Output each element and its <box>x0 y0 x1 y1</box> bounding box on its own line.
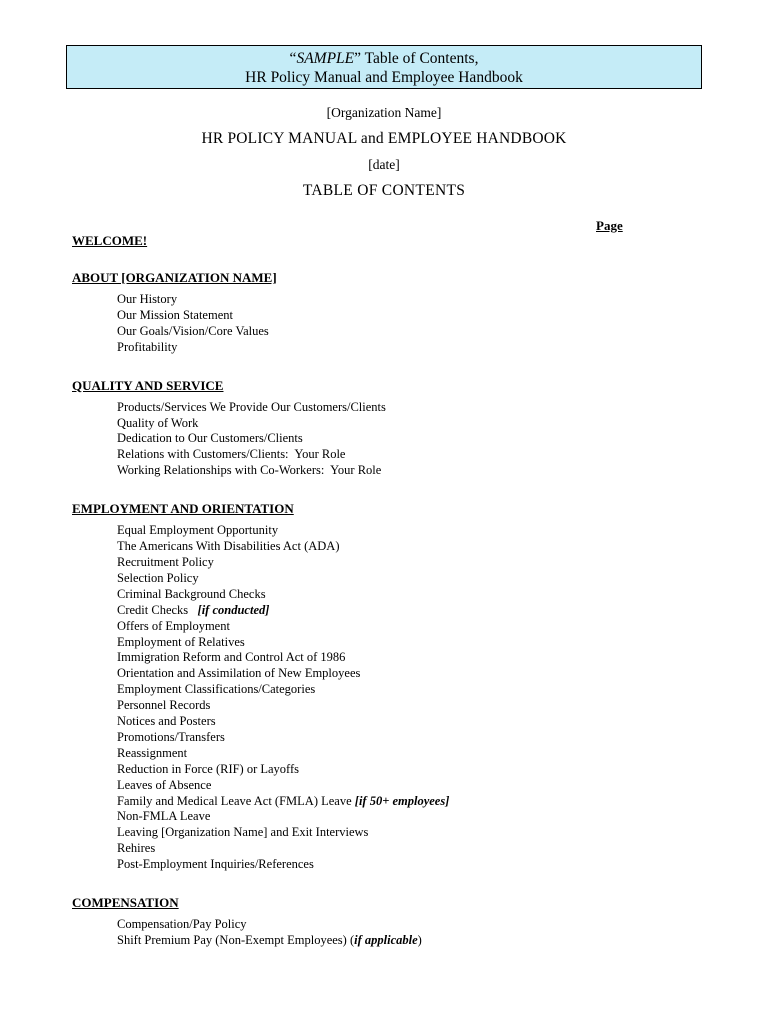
section-heading: WELCOME! <box>72 233 148 248</box>
toc-item-text: The Americans With Disabilities Act (ADA) <box>117 539 340 554</box>
toc-item <box>117 778 702 794</box>
document-date: [date] <box>368 157 400 172</box>
toc-item <box>117 523 702 539</box>
section-heading: EMPLOYMENT AND ORIENTATION <box>72 501 294 517</box>
toc-item <box>117 917 702 933</box>
toc-item <box>117 555 702 571</box>
toc-item <box>117 650 702 666</box>
organization-name: [Organization Name] <box>326 105 442 120</box>
toc-item-text: Our Goals/Vision/Core Values <box>117 323 269 338</box>
toc-item-text: Profitability <box>117 339 178 354</box>
toc-item-text: Rehires <box>117 841 156 856</box>
toc-item <box>117 431 702 447</box>
toc-item-text: Equal Employment Opportunity <box>117 523 279 538</box>
toc-item-text: Leaving [Organization Name] and Exit Interviews <box>117 825 369 840</box>
toc-item-text: Credit Checks <box>117 602 198 617</box>
toc-item <box>117 825 702 841</box>
toc-item-text: Reduction in Force (RIF) or Layoffs <box>117 761 300 776</box>
toc-item <box>117 933 702 949</box>
toc-item <box>117 857 702 873</box>
toc-item-text: Our History <box>117 292 178 306</box>
section-spacer <box>72 873 702 894</box>
toc-item-text: Employment of Relatives <box>117 634 245 649</box>
toc-item <box>117 340 702 356</box>
toc-item-text: Working Relationships with Co-Workers: Your Role <box>117 463 382 478</box>
toc-item-text: Offers of Employment <box>117 618 230 633</box>
toc-item-text: Quality of Work <box>117 415 199 430</box>
section-spacer <box>72 255 702 269</box>
toc-item-text: Recruitment Policy <box>117 554 214 569</box>
toc-item-text: Our Mission Statement <box>117 307 233 322</box>
toc-item <box>117 539 702 555</box>
sample-italic: SAMPLE <box>296 50 355 67</box>
toc-item-text: Post-Employment Inquiries/References <box>117 857 314 872</box>
toc-item <box>117 714 702 730</box>
toc-item-text: Selection Policy <box>117 570 199 585</box>
toc-item-text: Dedication to Our Customers/Clients <box>117 431 303 446</box>
toc-item <box>117 324 702 340</box>
toc-item <box>117 447 702 463</box>
toc-item <box>117 463 702 479</box>
toc-section <box>72 894 702 949</box>
toc-section <box>72 377 702 480</box>
toc-item-text: Reassignment <box>117 745 188 760</box>
toc-item <box>117 666 702 682</box>
toc-item-suffix: ) <box>417 933 422 947</box>
toc-section <box>72 232 702 250</box>
toc-item <box>117 416 702 432</box>
toc-item-text: Family and Medical Leave Act (FMLA) Leave <box>117 793 355 808</box>
toc-item-text: Shift Premium Pay (Non-Exempt Employees) ( <box>117 933 355 947</box>
table-of-contents <box>72 232 702 949</box>
toc-item <box>117 809 702 825</box>
toc-item <box>117 841 702 857</box>
toc-title: TABLE OF CONTENTS <box>302 182 466 199</box>
toc-item-text: Promotions/Transfers <box>117 729 225 744</box>
section-spacer <box>72 479 702 500</box>
toc-item <box>117 698 702 714</box>
sample-header-box <box>66 45 702 89</box>
toc-item <box>117 619 702 635</box>
section-heading: QUALITY AND SERVICE <box>72 377 224 393</box>
section-items <box>117 917 702 949</box>
toc-item <box>117 682 702 698</box>
toc-item-text: Employment Classifications/Categories <box>117 682 316 697</box>
toc-item <box>117 635 702 651</box>
toc-item-note: [if conducted] <box>197 602 270 617</box>
toc-item <box>117 746 702 762</box>
toc-item <box>117 292 702 308</box>
section-items <box>117 523 702 873</box>
toc-item-text: Personnel Records <box>117 698 211 713</box>
toc-item-text: Criminal Background Checks <box>117 586 266 601</box>
section-items <box>117 400 702 480</box>
toc-item-text: Notices and Posters <box>117 714 216 729</box>
toc-item <box>117 730 702 746</box>
toc-item-note: [if 50+ employees] <box>354 793 450 808</box>
section-heading: COMPENSATION <box>72 895 179 911</box>
toc-item <box>117 308 702 324</box>
section-spacer <box>72 356 702 377</box>
toc-item-text: Relations with Customers/Clients: Your Role <box>117 447 346 462</box>
toc-item-text: Orientation and Assimilation of New Employees <box>117 666 361 681</box>
toc-item <box>117 587 702 603</box>
manual-title: HR POLICY MANUAL and EMPLOYEE HANDBOOK <box>201 130 567 147</box>
page-column-label: Page <box>596 218 623 233</box>
toc-section <box>72 500 702 873</box>
toc-item-text: Non-FMLA Leave <box>117 809 211 824</box>
toc-item <box>117 571 702 587</box>
toc-item-text: Products/Services We Provide Our Customers/Clients <box>117 399 386 414</box>
toc-item <box>117 794 702 810</box>
toc-item-note: if applicable <box>354 933 418 947</box>
section-items <box>117 292 702 356</box>
toc-item-text: Compensation/Pay Policy <box>117 917 247 932</box>
section-heading: ABOUT [ORGANIZATION NAME] <box>72 270 277 285</box>
header-line-1: “SAMPLE” Table of Contents, <box>289 50 479 67</box>
toc-section <box>72 269 702 356</box>
toc-item-text: Leaves of Absence <box>117 777 212 792</box>
toc-item <box>117 603 702 619</box>
toc-item-text: Immigration Reform and Control Act of 1986 <box>117 650 346 665</box>
toc-item <box>117 400 702 416</box>
toc-item <box>117 762 702 778</box>
header-line-2: HR Policy Manual and Employee Handbook <box>245 69 523 86</box>
